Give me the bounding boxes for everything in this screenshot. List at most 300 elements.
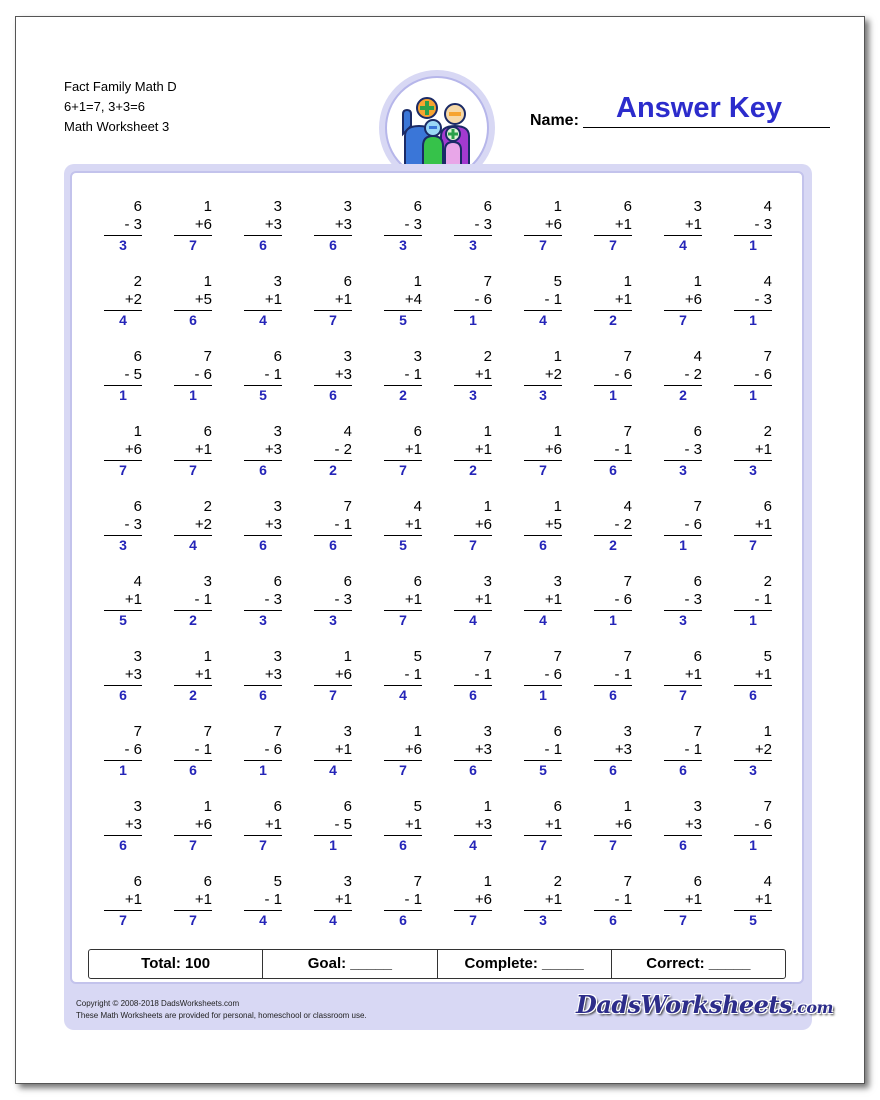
problem-operation: - 3 <box>124 516 142 533</box>
problem-top-number: 7 <box>483 273 492 290</box>
problem-answer: 7 <box>119 912 127 928</box>
problem-operation: - 6 <box>264 741 282 758</box>
problem-operation: - 1 <box>194 591 212 608</box>
problem-answer: 6 <box>189 762 197 778</box>
problem-top-number: 3 <box>343 723 352 740</box>
problem-operation: +1 <box>194 666 212 683</box>
problem-top-number: 6 <box>413 198 422 215</box>
problem-operation: - 6 <box>474 291 492 308</box>
problem-answer: 4 <box>189 537 197 553</box>
problem-operation: - 1 <box>194 741 212 758</box>
problem-operation: - 1 <box>264 366 282 383</box>
problem-top-number: 5 <box>413 648 422 665</box>
problem-operation: - 6 <box>194 366 212 383</box>
problem-top-number: 2 <box>483 348 492 365</box>
problem <box>454 423 492 479</box>
problem <box>594 648 632 704</box>
problem-top-number: 3 <box>343 198 352 215</box>
problem-operation: +1 <box>614 291 632 308</box>
problem-answer: 5 <box>749 912 757 928</box>
goal-field: Goal: _____ <box>263 950 437 978</box>
problem-answer: 7 <box>609 837 617 853</box>
problem <box>594 198 632 254</box>
problem <box>174 498 212 554</box>
problem-answer: 7 <box>119 462 127 478</box>
problem-top-number: 6 <box>273 573 282 590</box>
problem <box>314 348 352 404</box>
problem-answer: 4 <box>469 837 477 853</box>
problem-answer: 3 <box>679 612 687 628</box>
problem-answer: 6 <box>259 237 267 253</box>
problem-answer: 1 <box>189 387 197 403</box>
problem-top-number: 7 <box>693 498 702 515</box>
name-label: Name: <box>530 112 579 129</box>
problem <box>664 798 702 854</box>
problem <box>244 573 282 629</box>
problem-answer: 2 <box>329 462 337 478</box>
problem-operation: - 1 <box>754 591 772 608</box>
problem-operation: +3 <box>264 516 282 533</box>
problem-operation: +3 <box>474 741 492 758</box>
problem <box>594 723 632 779</box>
problem <box>454 348 492 404</box>
problem-top-number: 4 <box>763 198 772 215</box>
problem-operation: - 6 <box>544 666 562 683</box>
problem-operation: +1 <box>124 591 142 608</box>
problem-answer: 2 <box>189 612 197 628</box>
problem <box>104 648 142 704</box>
problem-answer: 3 <box>679 462 687 478</box>
problem-answer: 1 <box>609 387 617 403</box>
problem-top-number: 3 <box>483 573 492 590</box>
problem-top-number: 1 <box>483 498 492 515</box>
problem-answer: 3 <box>539 912 547 928</box>
problem-top-number: 4 <box>133 573 142 590</box>
problem-operation: +1 <box>474 441 492 458</box>
problem-answer: 7 <box>469 537 477 553</box>
problem-top-number: 6 <box>623 198 632 215</box>
problem-answer: 6 <box>609 462 617 478</box>
problem-top-number: 1 <box>413 723 422 740</box>
problem-operation: +3 <box>474 816 492 833</box>
problem-operation: - 1 <box>474 666 492 683</box>
problem-operation: +6 <box>474 516 492 533</box>
problem-top-number: 5 <box>413 798 422 815</box>
problem-answer: 1 <box>539 687 547 703</box>
problem-top-number: 3 <box>273 423 282 440</box>
problem-answer: 6 <box>609 762 617 778</box>
problem-answer: 1 <box>119 762 127 778</box>
problem-top-number: 3 <box>343 873 352 890</box>
problem-answer: 7 <box>609 237 617 253</box>
problem <box>104 573 142 629</box>
total-count: Total: 100 <box>89 950 263 978</box>
problem-top-number: 6 <box>693 873 702 890</box>
problem-top-number: 3 <box>133 798 142 815</box>
problem-answer: 6 <box>329 387 337 403</box>
problem <box>524 873 562 929</box>
problem-top-number: 6 <box>133 348 142 365</box>
problem-operation: +1 <box>754 441 772 458</box>
problem-operation: - 6 <box>124 741 142 758</box>
problem-answer: 7 <box>329 312 337 328</box>
brand-name: DadsWorksheets <box>576 990 793 1019</box>
problem-top-number: 1 <box>623 798 632 815</box>
problem-operation: - 2 <box>684 366 702 383</box>
problem <box>524 798 562 854</box>
problem <box>734 498 772 554</box>
problem-top-number: 2 <box>553 873 562 890</box>
problem-top-number: 6 <box>693 423 702 440</box>
problem <box>174 348 212 404</box>
problem-top-number: 4 <box>763 273 772 290</box>
problem <box>664 873 702 929</box>
problem-answer: 7 <box>259 837 267 853</box>
problem-top-number: 1 <box>203 648 212 665</box>
worksheet-number: Math Worksheet 3 <box>64 119 170 134</box>
problem-answer: 7 <box>329 687 337 703</box>
problem-answer: 1 <box>119 387 127 403</box>
problem-operation: - 2 <box>614 516 632 533</box>
problem-operation: +2 <box>754 741 772 758</box>
problem-answer: 4 <box>259 312 267 328</box>
problem <box>594 423 632 479</box>
problem-operation: +3 <box>614 741 632 758</box>
problem <box>454 873 492 929</box>
problem-answer: 7 <box>469 912 477 928</box>
problem-top-number: 1 <box>343 648 352 665</box>
problem-operation: +6 <box>334 666 352 683</box>
problem-answer: 7 <box>189 237 197 253</box>
problem-answer: 1 <box>469 312 477 328</box>
problem-top-number: 1 <box>553 348 562 365</box>
problem-operation: +3 <box>124 816 142 833</box>
problem-top-number: 4 <box>623 498 632 515</box>
problem-top-number: 2 <box>203 498 212 515</box>
problem-operation: - 3 <box>754 216 772 233</box>
problem-top-number: 7 <box>133 723 142 740</box>
problem-answer: 3 <box>469 387 477 403</box>
problem-top-number: 3 <box>273 273 282 290</box>
problem <box>734 573 772 629</box>
problem-answer: 4 <box>329 762 337 778</box>
problem-top-number: 7 <box>763 348 772 365</box>
problem <box>314 498 352 554</box>
problem-top-number: 1 <box>133 423 142 440</box>
problem-top-number: 7 <box>553 648 562 665</box>
problem-top-number: 7 <box>273 723 282 740</box>
copyright-block <box>76 998 367 1022</box>
problem-answer: 1 <box>749 237 757 253</box>
problem-answer: 6 <box>679 762 687 778</box>
correct-field: Correct: _____ <box>646 955 751 972</box>
problem-top-number: 1 <box>483 423 492 440</box>
problem <box>524 423 562 479</box>
problem <box>384 873 422 929</box>
problem-top-number: 1 <box>553 423 562 440</box>
problem-operation: +3 <box>684 816 702 833</box>
problem-operation: - 2 <box>334 441 352 458</box>
problem <box>454 198 492 254</box>
problem-operation: - 1 <box>544 291 562 308</box>
problem-answer: 6 <box>399 912 407 928</box>
problem-answer: 6 <box>189 312 197 328</box>
problem <box>104 423 142 479</box>
problem-answer: 7 <box>539 837 547 853</box>
problem-operation: - 3 <box>474 216 492 233</box>
problem <box>174 648 212 704</box>
problem-top-number: 6 <box>413 573 422 590</box>
problem-answer: 2 <box>399 387 407 403</box>
problem <box>734 648 772 704</box>
problem-top-number: 7 <box>623 573 632 590</box>
problem-operation: +1 <box>684 666 702 683</box>
problem-top-number: 6 <box>343 798 352 815</box>
problem-operation: - 6 <box>684 516 702 533</box>
problem <box>734 273 772 329</box>
problem <box>454 723 492 779</box>
problem-answer: 7 <box>399 462 407 478</box>
problem-answer: 6 <box>329 537 337 553</box>
problem-answer: 6 <box>609 687 617 703</box>
problem-top-number: 5 <box>273 873 282 890</box>
problem-answer: 7 <box>679 312 687 328</box>
problem-operation: +1 <box>404 516 422 533</box>
score-bar <box>88 949 786 979</box>
problem <box>104 723 142 779</box>
problem <box>244 648 282 704</box>
problem <box>454 573 492 629</box>
answer-key-label: Answer Key <box>616 92 783 124</box>
problem-top-number: 4 <box>763 873 772 890</box>
problem <box>664 498 702 554</box>
problem-operation: - 3 <box>684 441 702 458</box>
problem-answer: 3 <box>399 237 407 253</box>
problem-operation: +5 <box>544 516 562 533</box>
problem-top-number: 6 <box>483 198 492 215</box>
problem <box>734 873 772 929</box>
problem-answer: 6 <box>469 762 477 778</box>
problem-answer: 5 <box>539 762 547 778</box>
problem-top-number: 2 <box>763 423 772 440</box>
problem-operation: +6 <box>474 891 492 908</box>
problem-answer: 6 <box>539 537 547 553</box>
problem-top-number: 6 <box>693 573 702 590</box>
problem-top-number: 7 <box>623 648 632 665</box>
problem-operation: +2 <box>124 291 142 308</box>
problem-top-number: 4 <box>693 348 702 365</box>
problem-top-number: 3 <box>273 198 282 215</box>
problem-operation: - 6 <box>754 816 772 833</box>
problem <box>174 798 212 854</box>
problem-top-number: 3 <box>693 798 702 815</box>
problem-answer: 2 <box>609 537 617 553</box>
problem-operation: +2 <box>544 366 562 383</box>
problem-frame <box>64 164 833 1030</box>
problem-answer: 7 <box>539 462 547 478</box>
problem-operation: +1 <box>334 291 352 308</box>
problem-operation: - 3 <box>124 216 142 233</box>
problem-top-number: 6 <box>343 573 352 590</box>
problem-top-number: 7 <box>343 498 352 515</box>
problem <box>594 273 632 329</box>
problem <box>664 273 702 329</box>
problem-top-number: 7 <box>623 423 632 440</box>
problem <box>314 273 352 329</box>
problem <box>594 798 632 854</box>
problem-operation: - 6 <box>754 366 772 383</box>
problem <box>384 798 422 854</box>
problem-operation: +1 <box>684 216 702 233</box>
problem-top-number: 3 <box>273 648 282 665</box>
problem-answer: 3 <box>539 387 547 403</box>
problem-top-number: 3 <box>413 348 422 365</box>
problem-operation: +1 <box>684 891 702 908</box>
problem <box>104 348 142 404</box>
problem <box>314 573 352 629</box>
problem-top-number: 6 <box>133 498 142 515</box>
problem-operation: +1 <box>754 516 772 533</box>
worksheet-info <box>64 77 177 137</box>
problem-answer: 6 <box>259 462 267 478</box>
problem <box>524 573 562 629</box>
problem <box>664 573 702 629</box>
problem-answer: 5 <box>399 312 407 328</box>
problem <box>734 198 772 254</box>
problem <box>524 723 562 779</box>
problem <box>524 648 562 704</box>
problem-answer: 4 <box>119 312 127 328</box>
problem-operation: - 3 <box>684 591 702 608</box>
problem-answer: 1 <box>679 537 687 553</box>
problem <box>594 873 632 929</box>
problem <box>244 423 282 479</box>
problem-top-number: 6 <box>763 498 772 515</box>
problem <box>454 498 492 554</box>
problem-operation: - 5 <box>334 816 352 833</box>
problem-answer: 1 <box>749 612 757 628</box>
problem-answer: 7 <box>749 537 757 553</box>
problem-answer: 7 <box>399 612 407 628</box>
problem <box>244 723 282 779</box>
problem <box>104 798 142 854</box>
problem-answer: 7 <box>539 237 547 253</box>
problem-answer: 4 <box>679 237 687 253</box>
problem-top-number: 3 <box>343 348 352 365</box>
problem-top-number: 7 <box>203 348 212 365</box>
problem <box>594 573 632 629</box>
problem-operation: +1 <box>194 441 212 458</box>
problem <box>664 348 702 404</box>
problem <box>734 348 772 404</box>
problem-operation: +2 <box>194 516 212 533</box>
problem-operation: +1 <box>474 591 492 608</box>
problem-operation: +3 <box>334 366 352 383</box>
problem-top-number: 1 <box>763 723 772 740</box>
problem <box>314 798 352 854</box>
problem <box>384 573 422 629</box>
problem <box>244 873 282 929</box>
problem-answer: 6 <box>609 912 617 928</box>
problem <box>314 198 352 254</box>
problem-answer: 2 <box>679 387 687 403</box>
problem-operation: +1 <box>474 366 492 383</box>
problem-top-number: 4 <box>413 498 422 515</box>
problem-top-number: 1 <box>203 798 212 815</box>
problem-top-number: 3 <box>553 573 562 590</box>
problem <box>664 723 702 779</box>
problem <box>314 423 352 479</box>
problem-top-number: 7 <box>623 348 632 365</box>
problem-operation: - 3 <box>334 591 352 608</box>
problem <box>734 723 772 779</box>
problem <box>104 198 142 254</box>
problem-operation: +1 <box>544 816 562 833</box>
problem-top-number: 5 <box>553 273 562 290</box>
problem-operation: - 1 <box>404 366 422 383</box>
problem-operation: - 1 <box>614 891 632 908</box>
problem-answer: 1 <box>749 837 757 853</box>
problem-operation: - 1 <box>404 891 422 908</box>
problem <box>244 348 282 404</box>
problem-top-number: 6 <box>133 873 142 890</box>
problem-top-number: 1 <box>413 273 422 290</box>
problem-answer: 1 <box>259 762 267 778</box>
problem-answer: 3 <box>749 762 757 778</box>
problem-operation: - 3 <box>754 291 772 308</box>
problem-operation: +1 <box>404 591 422 608</box>
problem-top-number: 7 <box>693 723 702 740</box>
usage-notice: These Math Worksheets are provided for personal, homeschool or classroom use. <box>76 1011 367 1020</box>
problem-top-number: 6 <box>413 423 422 440</box>
problem-answer: 4 <box>259 912 267 928</box>
problem-top-number: 6 <box>693 648 702 665</box>
problem-top-number: 1 <box>553 198 562 215</box>
problem <box>174 873 212 929</box>
brand-tld: .com <box>792 998 833 1017</box>
problem-top-number: 1 <box>203 273 212 290</box>
problem-operation: - 6 <box>614 591 632 608</box>
problem <box>244 798 282 854</box>
problem-top-number: 6 <box>203 423 212 440</box>
problem <box>174 198 212 254</box>
family-icon <box>397 90 477 166</box>
problem-top-number: 5 <box>763 648 772 665</box>
problem-operation: +1 <box>334 891 352 908</box>
problem <box>244 273 282 329</box>
problem-top-number: 6 <box>133 198 142 215</box>
problem <box>174 573 212 629</box>
problem-answer: 4 <box>329 912 337 928</box>
problem-answer: 7 <box>679 912 687 928</box>
problem <box>454 273 492 329</box>
problem-answer: 4 <box>399 687 407 703</box>
problem-operation: +1 <box>754 891 772 908</box>
problem-top-number: 4 <box>343 423 352 440</box>
problem <box>384 348 422 404</box>
problem-top-number: 6 <box>343 273 352 290</box>
problem <box>244 198 282 254</box>
problem-operation: +4 <box>404 291 422 308</box>
problem-operation: +6 <box>194 216 212 233</box>
problem-top-number: 3 <box>623 723 632 740</box>
problem-answer: 6 <box>119 837 127 853</box>
copyright-text: Copyright © 2008-2018 DadsWorksheets.com <box>76 999 240 1008</box>
problem <box>664 648 702 704</box>
problem-operation: - 1 <box>614 666 632 683</box>
problem-top-number: 3 <box>273 498 282 515</box>
problem-operation: +3 <box>264 441 282 458</box>
